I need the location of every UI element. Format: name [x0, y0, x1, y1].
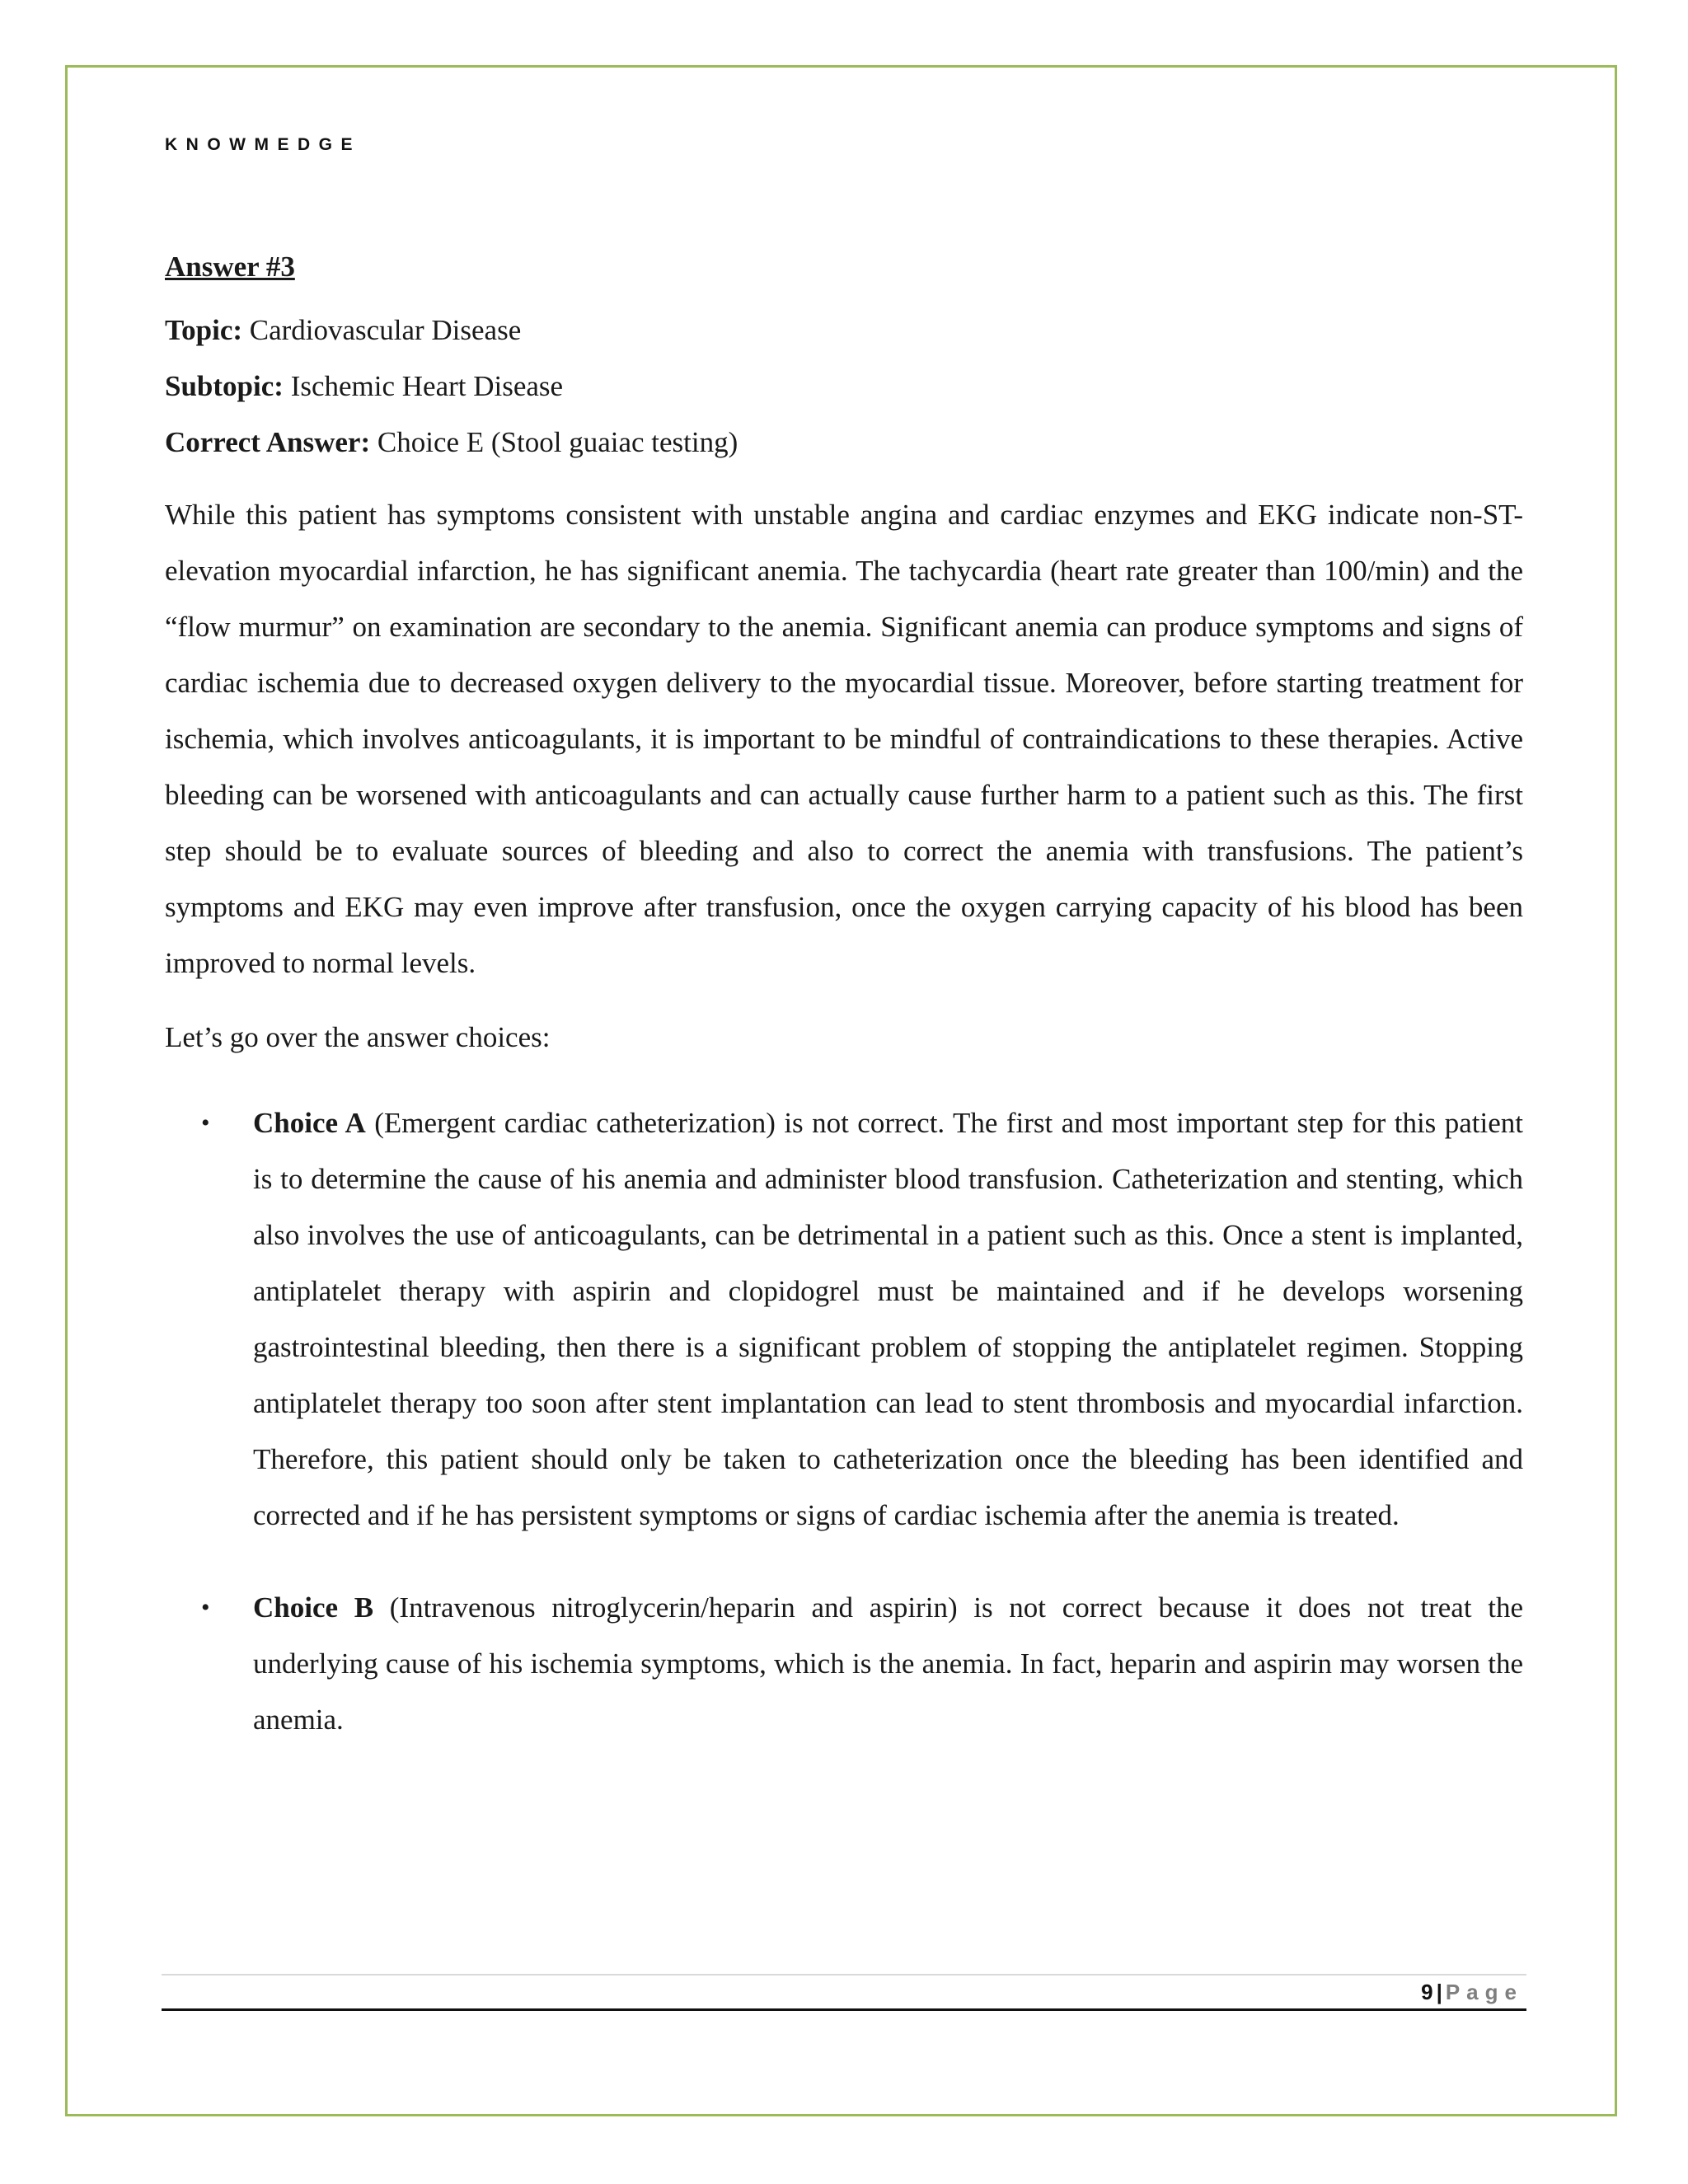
page-number-value: 9	[1421, 1980, 1433, 2004]
subtopic-value: Ischemic Heart Disease	[290, 370, 564, 402]
choice-a-text: (Emergent cardiac catheterization) is not correct. The first and most important step for this patient is to determine the cause of his anemia and administer blood transfusion. Catheterization and stenting, which also involves the use of anticoagulants, can be detrimental in a patient such as this. Once a stent is implanted, antiplatelet therapy with aspirin and clopidogrel must be maintained and if he develops worsening gastrointestinal bleeding, then there is a significant problem of stopping the antiplatelet regimen. Stopping antiplatelet therapy too soon after stent implantation can lead to stent thrombosis and myocardial infarction. Therefore, this patient should only be taken to catheterization once the bleeding has been identified and corrected and if he has persistent symptoms or signs of cardiac ischemia after the anemia is treated.	[253, 1107, 1523, 1531]
page-number	[1421, 1978, 1523, 2006]
choice-a-label: Choice A	[253, 1107, 366, 1139]
subtopic-label: Subtopic:	[165, 370, 284, 402]
choice-b-label: Choice B	[253, 1591, 374, 1624]
page-number-separator: |	[1436, 1980, 1442, 2004]
topic-value: Cardiovascular Disease	[249, 314, 522, 346]
choice-a-item	[165, 1095, 1523, 1544]
topic-line	[165, 302, 1523, 359]
correct-answer-value: Choice E (Stool guaiac testing)	[377, 426, 738, 458]
footer-divider-thick	[162, 2008, 1526, 2011]
document-content	[165, 244, 1523, 1784]
correct-answer-line	[165, 415, 1523, 471]
choice-b-item	[165, 1580, 1523, 1748]
brand-header: KNOWMEDGE	[165, 135, 361, 154]
bullet-icon: •	[201, 1594, 210, 1621]
subtopic-line	[165, 359, 1523, 415]
footer-divider-thin	[162, 1974, 1526, 1975]
page-word: Page	[1445, 1980, 1523, 2004]
answer-heading: Answer #3	[165, 251, 295, 283]
answer-choices-list	[165, 1095, 1523, 1748]
choices-lead: Let’s go over the answer choices:	[165, 1021, 551, 1053]
choice-b-text: (Intravenous nitroglycerin/heparin and aspirin) is not correct because it does not treat the underlying cause of his ischemia symptoms, which is the anemia. In fact, heparin and aspirin may worsen the anemia.	[253, 1591, 1523, 1736]
correct-answer-label: Correct Answer:	[165, 426, 371, 458]
explanation-paragraph: While this patient has symptoms consistent with unstable angina and cardiac enzymes and EKG indicate non-ST-elevation myocardial infarction, he has significant anemia. The tachycardia (heart rate greater than 100/min) and the “flow murmur” on examination are secondary to the anemia. Significant anemia can produce symptoms and signs of cardiac ischemia due to decreased oxygen delivery to the myocardial tissue. Moreover, before starting treatment for ischemia, which involves anticoagulants, it is important to be mindful of contraindications to these therapies. Active bleeding can be worsened with anticoagulants and can actually cause further harm to a patient such as this. The first step should be to evaluate sources of bleeding and also to correct the anemia with transfusions. The patient’s symptoms and EKG may even improve after transfusion, once the oxygen carrying capacity of his blood has been improved to normal levels.	[165, 499, 1523, 979]
bullet-icon: •	[201, 1109, 210, 1137]
topic-label: Topic:	[165, 314, 243, 346]
